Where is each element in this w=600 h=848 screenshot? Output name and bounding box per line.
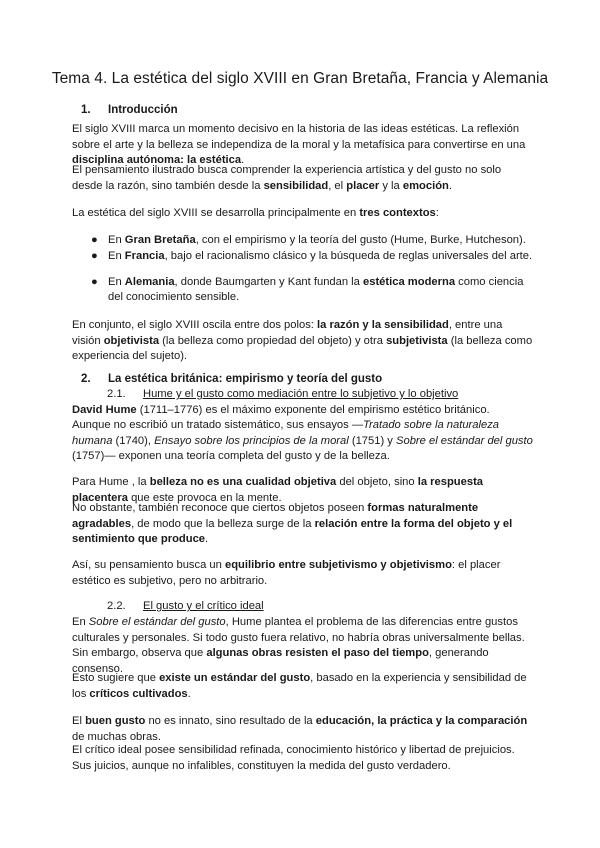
section-2-number: 2.: [81, 373, 91, 385]
bold-run: críticos cultivados: [89, 687, 188, 700]
intro-paragraph-2: [72, 163, 534, 194]
bold-run: buen gusto: [85, 715, 146, 727]
bold-run: David Hume: [72, 404, 137, 416]
text-run: .: [205, 533, 209, 546]
bold-run: disciplina autónoma: la estética: [72, 154, 242, 167]
text-run: (1757)— exponen una teoría completa del gusto y de la belleza.: [72, 450, 390, 463]
bullet-icon: ●: [91, 250, 98, 262]
critic-paragraph-1: [72, 615, 534, 677]
bold-run: estética moderna: [363, 276, 456, 288]
hume-paragraph-4: [72, 501, 534, 548]
subsection-2-1-heading: [107, 388, 458, 400]
italic-run: Sobre el estándar del gusto: [396, 434, 533, 447]
intro-paragraph-1: [72, 122, 534, 169]
text-run: No obstante, también reconoce que ciertos objetos poseen: [72, 502, 368, 514]
subsection-2-2-number: 2.2.: [107, 600, 126, 612]
text-run: Esto sugiere que: [72, 672, 160, 684]
text-run: (la belleza como experiencia del sujeto).: [72, 334, 533, 363]
text-run: Así, su pensamiento busca un: [72, 559, 225, 571]
bullet-icon: ●: [91, 276, 98, 288]
bold-run: belleza no es una cualidad objetiva: [149, 476, 337, 488]
text-run: como ciencia del conocimiento sensible.: [108, 276, 524, 303]
section-2-heading: [81, 373, 382, 385]
text-run: del objeto, sino: [336, 476, 418, 488]
section-2-title: La estética británica: empirismo y teoría del gusto: [108, 373, 383, 385]
text-run: de muchas obras.: [72, 730, 161, 743]
bold-run: sensibilidad: [263, 179, 329, 192]
bold-run: subjetivista: [386, 334, 448, 347]
text-run: .: [187, 687, 191, 700]
bold-run: Gran Bretaña: [124, 234, 196, 246]
text-run: no es innato, sino resultado de la: [145, 715, 316, 727]
bullet-item-alemania: [91, 275, 537, 305]
text-run: , donde Baumgarten y Kant fundan la: [174, 276, 364, 288]
bold-run: Alemania: [124, 276, 175, 288]
text-run: La estética del siglo XVIII se desarrolla principalmente en: [72, 207, 360, 219]
bold-run: la razón y la sensibilidad: [317, 319, 449, 331]
text-run: .: [448, 179, 452, 192]
text-run: (1711–1776) es el máximo exponente del empirismo estético británico.: [136, 404, 490, 416]
bold-run: existe un estándar del gusto: [159, 672, 311, 684]
text-run: , basado en la experiencia y sensibilidad de los: [72, 672, 527, 700]
hume-paragraph-5: [72, 558, 534, 589]
text-run: El pensamiento ilustrado busca comprender la experiencia artística y del gusto no solo desde la razón, sino también desde la: [72, 164, 502, 192]
bold-run: Francia: [124, 250, 165, 262]
subsection-2-2-heading: [107, 600, 264, 612]
text-run: :: [435, 207, 439, 219]
text-run: (la belleza como propiedad del objeto) y otra: [159, 334, 387, 347]
italic-run: Ensayo sobre los principios de la moral: [154, 434, 349, 447]
bold-run: relación entre la forma del objeto y el sentimiento que produce: [72, 517, 513, 546]
bold-run: tres contextos: [359, 207, 436, 219]
italic-run: Tratado sobre la naturaleza humana: [72, 419, 500, 447]
bullet-item-francia: [91, 249, 537, 264]
italic-run: Sobre el estándar del gusto: [88, 616, 226, 628]
text-run: , de modo que la belleza surge de la: [131, 517, 315, 530]
text-run: , el: [328, 179, 347, 192]
critic-paragraph-2: [72, 671, 534, 702]
subsection-2-1-number: 2.1.: [107, 388, 126, 400]
text-run: : el placer estético es subjetivo, pero no arbitrario.: [72, 559, 501, 587]
critic-paragraph-3: [72, 714, 534, 745]
text-run: .: [241, 154, 245, 167]
bold-run: formas naturalmente agradables: [72, 502, 479, 530]
text-run: El: [72, 715, 86, 727]
text-run: , entre una visión: [72, 319, 503, 347]
text-run: En: [108, 276, 125, 288]
section-1-heading: [81, 104, 178, 116]
text-run: Para Hume , la: [72, 476, 150, 488]
bullet-icon: ●: [91, 234, 98, 246]
subsection-2-2-title: El gusto y el crítico ideal: [143, 600, 264, 612]
text-run: El siglo XVIII marca un momento decisivo en la historia de las ideas estéticas. La reflexión sobre el arte y la belleza se independiza de la moral y la metafísica para convertirse en una: [72, 123, 526, 151]
section-1-title: Introducción: [108, 104, 178, 116]
intro-paragraph-4: [72, 318, 534, 365]
text-run: En: [108, 250, 125, 262]
text-run: En conjunto, el siglo XVIII oscila entre dos polos:: [72, 319, 318, 331]
text-run: que este provoca en la mente.: [127, 491, 282, 504]
bold-run: la respuesta placentera: [72, 476, 484, 504]
text-run: , con el empirismo y la teoría del gusto (Hume, Burke, Hutcheson).: [195, 234, 526, 246]
intro-paragraph-3: [72, 206, 534, 222]
bold-run: placer: [346, 179, 380, 192]
hume-paragraph-1: [72, 403, 534, 419]
bold-run: emoción: [402, 179, 449, 192]
bullet-item-gran-bretana: [91, 233, 537, 248]
text-run: (1740),: [112, 434, 155, 447]
hume-paragraph-2: [72, 418, 534, 465]
bold-run: educación, la práctica y la comparación: [315, 715, 528, 727]
text-run: y la: [379, 179, 403, 192]
text-run: En: [72, 616, 89, 628]
bold-run: equilibrio entre subjetivismo y objetivismo: [225, 559, 452, 571]
text-run: Aunque no escribió un tratado sistemático, sus ensayos —: [72, 419, 364, 431]
text-run: En: [108, 234, 125, 246]
subsection-2-1-title: Hume y el gusto como mediación entre lo subjetivo y lo objetivo: [143, 388, 459, 400]
text-run: , Hume plantea el problema de las diferencias entre gustos culturales y personales. Si todo gusto fuera relativo, no habría obras universalmente bellas. Sin embargo, observa que: [72, 616, 525, 660]
bold-run: algunas obras resisten el paso del tiempo: [206, 647, 429, 660]
text-run: , bajo el racionalismo clásico y la búsqueda de reglas universales del arte.: [164, 250, 533, 262]
bold-run: objetivista: [103, 334, 160, 347]
text-run: , generando consenso.: [72, 647, 489, 675]
document-title: Tema 4. La estética del siglo XVIII en Gran Bretaña, Francia y Alemania: [51, 70, 549, 87]
text-run: (1751) y: [348, 434, 397, 447]
section-1-number: 1.: [81, 104, 91, 116]
critic-paragraph-4: El crítico ideal posee sensibilidad refinada, conocimiento histórico y libertad de prejuicios. Sus juicios, aunque no infalibles, constituyen la medida del gusto verdadero.: [72, 744, 515, 772]
